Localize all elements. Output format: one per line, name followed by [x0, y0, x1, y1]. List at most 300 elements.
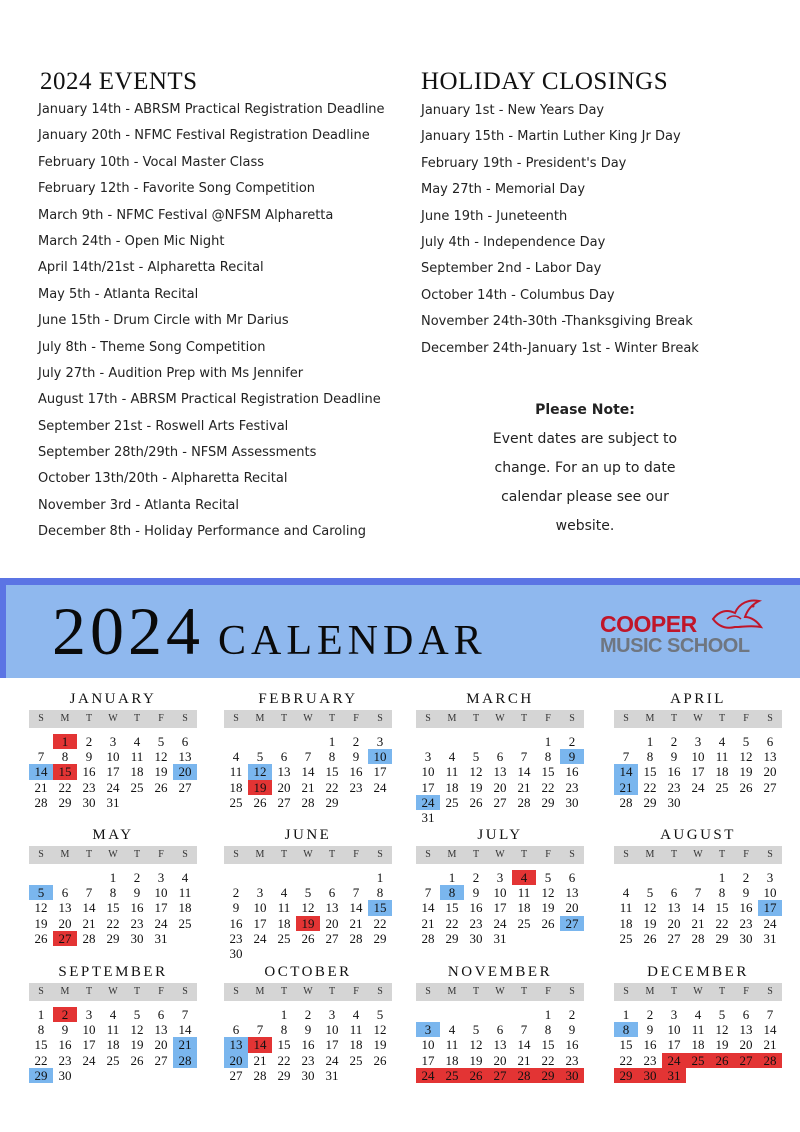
calendar-day: 25 — [619, 930, 633, 946]
calendar-day: 5 — [29, 885, 53, 900]
calendar-day: 26 — [710, 1053, 734, 1068]
event-item: January 20th - NFMC Festival Registration Deadline — [38, 128, 370, 144]
calendar-day: 21 — [301, 779, 315, 795]
calendar-day: 22 — [619, 1052, 633, 1068]
calendar-day: 16 — [301, 1037, 315, 1053]
empty-day — [296, 870, 320, 885]
calendar-day: 4 — [694, 1007, 702, 1022]
calendar-day: 29 — [445, 930, 459, 946]
calendar-day: 20 — [224, 1053, 248, 1068]
weekday-label: T — [328, 849, 336, 860]
weekday-label: S — [623, 849, 629, 860]
calendar-day: 14 — [29, 764, 53, 779]
calendar-day: 18 — [277, 915, 291, 931]
calendar-day: 12 — [541, 885, 555, 901]
weekday-label: W — [495, 713, 505, 724]
event-item: September 28th/29th - NFSM Assessments — [38, 445, 317, 461]
holiday-item: June 19th - Juneteenth — [421, 208, 568, 224]
calendar-day: 4 — [280, 885, 288, 901]
calendar-day: 13 — [493, 764, 507, 780]
calendar-day: 27 — [325, 930, 339, 946]
calendar-day: 18 — [445, 779, 459, 795]
calendar-day: 16 — [469, 900, 483, 916]
calendar-day: 8 — [646, 749, 654, 765]
calendar-day: 24 — [416, 795, 440, 810]
weekday-label: T — [280, 986, 288, 997]
calendar-day: 14 — [82, 900, 96, 916]
weekday-label: S — [569, 986, 575, 997]
calendar-day: 19 — [130, 1037, 144, 1053]
calendar-day: 17 — [421, 1052, 435, 1068]
calendar-day: 31 — [106, 794, 120, 810]
weekday-label: S — [233, 849, 239, 860]
event-item: September 21st - Roswell Arts Festival — [38, 418, 289, 434]
month-name: DECEMBER — [647, 964, 749, 980]
calendar-day: 14 — [517, 764, 531, 780]
calendar-day: 26 — [541, 915, 555, 931]
calendar-day: 7 — [304, 749, 312, 765]
calendar-day: 18 — [106, 1037, 120, 1053]
calendar-day: 26 — [464, 1068, 488, 1083]
calendar-day: 1 — [328, 734, 336, 749]
calendar-day: 17 — [82, 1037, 96, 1053]
calendar-day: 19 — [469, 779, 483, 795]
calendar-day: 12 — [34, 900, 48, 916]
weekday-label: W — [495, 849, 505, 860]
empty-day — [77, 870, 101, 885]
calendar-day: 31 — [325, 1067, 339, 1083]
month-name: OCTOBER — [264, 964, 352, 980]
calendar-day: 12 — [739, 749, 753, 765]
weekday-label: S — [377, 713, 383, 724]
calendar-day: 3 — [157, 870, 165, 885]
weekday-label: T — [133, 986, 141, 997]
calendar-day: 13 — [325, 900, 339, 916]
calendar-day: 24 — [493, 915, 507, 931]
calendar-day: 28 — [34, 794, 48, 810]
month-name: APRIL — [670, 691, 726, 707]
event-item: May 5th - Atlanta Recital — [38, 286, 199, 302]
calendar-day: 10 — [82, 1022, 96, 1038]
weekday-header — [416, 710, 584, 728]
calendar-day: 18 — [178, 900, 192, 916]
calendar-day: 1 — [376, 870, 384, 885]
event-item: July 8th - Theme Song Competition — [38, 339, 266, 355]
weekday-label: T — [328, 986, 336, 997]
calendar-day: 26 — [34, 930, 48, 946]
empty-day — [512, 1007, 536, 1022]
calendar-day: 22 — [106, 915, 120, 931]
calendar-day: 3 — [424, 749, 432, 765]
calendar-day: 4 — [133, 734, 141, 749]
calendar-day: 27 — [560, 916, 584, 931]
weekday-label: T — [472, 713, 480, 724]
weekday-label: F — [353, 713, 359, 724]
calendar-day: 28 — [512, 1068, 536, 1083]
days-grid — [416, 870, 584, 946]
calendar-day: 25 — [277, 930, 291, 946]
empty-day — [512, 734, 536, 749]
calendar-day: 11 — [619, 900, 633, 916]
calendar-day: 23 — [130, 915, 144, 931]
calendar-day: 23 — [667, 779, 681, 795]
calendar-day: 29 — [715, 930, 729, 946]
calendar-day: 10 — [421, 764, 435, 780]
calendar-day: 27 — [493, 794, 507, 810]
event-item: February 10th - Vocal Master Class — [38, 154, 264, 170]
calendar-day: 3 — [416, 1022, 440, 1037]
calendar-day: 15 — [368, 900, 392, 915]
calendar-day: 15 — [445, 900, 459, 916]
calendar-day: 4 — [232, 749, 240, 765]
calendar-day: 10 — [253, 900, 267, 916]
calendar-day: 5 — [304, 885, 312, 901]
calendar-day: 21 — [34, 779, 48, 795]
empty-day — [416, 870, 440, 885]
calendar-day: 4 — [718, 734, 726, 749]
calendar-day: 21 — [82, 915, 96, 931]
calendar-day: 19 — [296, 916, 320, 931]
calendar-day: 14 — [301, 764, 315, 780]
calendar-day: 19 — [154, 764, 168, 780]
weekday-label: F — [158, 849, 164, 860]
calendar-day: 19 — [643, 915, 657, 931]
calendar-day: 10 — [493, 885, 507, 901]
calendar-day: 20 — [277, 779, 291, 795]
calendar-day: 27 — [667, 930, 681, 946]
calendar-day: 8 — [109, 885, 117, 901]
calendar-day: 8 — [37, 1022, 45, 1038]
calendar-day: 4 — [448, 749, 456, 765]
calendar-day: 1 — [37, 1007, 45, 1022]
calendar-day: 25 — [686, 1053, 710, 1068]
please-note — [470, 396, 700, 541]
calendar-day: 6 — [157, 1007, 165, 1022]
calendar-day: 18 — [130, 764, 144, 780]
calendar-day: 30 — [58, 1067, 72, 1083]
calendar-day: 15 — [541, 1037, 555, 1053]
calendar-day: 30 — [130, 930, 144, 946]
empty-day — [686, 870, 710, 885]
calendar-day: 20 — [325, 915, 339, 931]
calendar-day: 12 — [469, 1037, 483, 1053]
calendar-day: 4 — [109, 1007, 117, 1022]
calendar-day: 24 — [373, 779, 387, 795]
empty-day — [416, 1007, 440, 1022]
calendar-day: 19 — [248, 780, 272, 795]
calendar-day: 4 — [448, 1022, 456, 1038]
calendar-day: 11 — [178, 885, 192, 901]
weekday-label: S — [38, 849, 44, 860]
calendar-day: 7 — [622, 749, 630, 765]
calendar-day: 2 — [232, 885, 240, 901]
empty-day — [29, 734, 53, 749]
calendar-day: 29 — [643, 794, 657, 810]
calendar-day: 30 — [82, 794, 96, 810]
weekday-label: S — [425, 713, 431, 724]
calendar-day: 9 — [670, 749, 678, 765]
calendar-day: 10 — [368, 749, 392, 764]
days-grid — [29, 1007, 197, 1083]
weekday-label: M — [645, 849, 655, 860]
calendar-day: 12 — [301, 900, 315, 916]
days-grid — [224, 870, 392, 961]
calendar-day: 30 — [739, 930, 753, 946]
calendar-day: 3 — [496, 870, 504, 885]
calendar-day: 12 — [130, 1022, 144, 1038]
calendar-day: 15 — [715, 900, 729, 916]
calendar-day: 14 — [349, 900, 363, 916]
month-september — [29, 963, 197, 1083]
event-item: January 14th - ABRSM Practical Registration Deadline — [38, 102, 385, 117]
calendar-day: 27 — [488, 1068, 512, 1083]
calendar-day: 1 — [544, 1007, 552, 1022]
calendar-day: 4 — [181, 870, 189, 885]
calendar-day: 23 — [82, 779, 96, 795]
event-item: August 17th - ABRSM Practical Registration Deadline — [38, 392, 381, 408]
calendar-day: 17 — [154, 900, 168, 916]
calendar-day: 6 — [742, 1007, 750, 1022]
calendar-day: 9 — [742, 885, 750, 901]
calendar-day: 9 — [352, 749, 360, 765]
calendar-day: 5 — [742, 734, 750, 749]
calendar-day: 27 — [154, 1052, 168, 1068]
events-list — [38, 97, 385, 546]
month-name: NOVEMBER — [447, 964, 553, 980]
event-item: February 12th - Favorite Song Competition — [38, 181, 316, 197]
weekday-label: W — [303, 849, 313, 860]
calendar-day: 15 — [619, 1037, 633, 1053]
month-march — [416, 690, 584, 825]
empty-day — [224, 1007, 248, 1022]
month-name: JULY — [477, 827, 523, 843]
calendar-day: 20 — [493, 779, 507, 795]
calendar-day: 20 — [58, 915, 72, 931]
weekday-label: T — [328, 713, 336, 724]
calendar-day: 9 — [85, 749, 93, 765]
month-december — [614, 963, 782, 1083]
month-may — [29, 826, 197, 946]
calendar-day: 31 — [662, 1068, 686, 1083]
calendar-day: 17 — [421, 779, 435, 795]
event-item: March 9th - NFMC Festival @NFSM Alpharetta — [38, 207, 334, 223]
empty-day — [488, 1007, 512, 1022]
month-name: MAY — [92, 827, 134, 843]
calendar-day: 30 — [301, 1067, 315, 1083]
calendar-day: 8 — [544, 1022, 552, 1038]
calendar-day: 11 — [445, 1037, 459, 1053]
calendar-day: 1 — [448, 870, 456, 885]
empty-day — [29, 870, 53, 885]
calendar-day: 14 — [248, 1037, 272, 1052]
calendar-day: 14 — [421, 900, 435, 916]
empty-day — [272, 734, 296, 749]
calendar-day: 24 — [106, 779, 120, 795]
weekday-label: T — [520, 986, 528, 997]
calendar-day: 17 — [493, 900, 507, 916]
calendar-day: 20 — [739, 1037, 753, 1053]
event-item: March 24th - Open Mic Night — [38, 233, 225, 249]
calendar-day: 17 — [758, 900, 782, 915]
calendar-day: 24 — [416, 1068, 440, 1083]
month-august — [614, 826, 782, 946]
weekday-label: T — [670, 713, 678, 724]
calendar-day: 24 — [154, 915, 168, 931]
holiday-item: December 24th-January 1st - Winter Break — [421, 340, 699, 356]
empty-day — [440, 734, 464, 749]
calendar-day: 3 — [256, 885, 264, 901]
calendar-day: 24 — [253, 930, 267, 946]
calendar-day: 6 — [61, 885, 69, 901]
calendar-day: 14 — [178, 1022, 192, 1038]
calendar-day: 13 — [154, 1022, 168, 1038]
calendar-day: 26 — [154, 779, 168, 795]
calendar-day: 9 — [568, 1022, 576, 1038]
weekday-label: W — [303, 986, 313, 997]
calendar-day: 8 — [440, 885, 464, 900]
calendar-day: 11 — [229, 764, 243, 780]
calendar-day: 19 — [739, 764, 753, 780]
calendar-day: 2 — [568, 1007, 576, 1022]
weekday-header — [614, 983, 782, 1001]
calendar-day: 11 — [691, 1022, 705, 1038]
calendar-day: 19 — [373, 1037, 387, 1053]
weekday-label: T — [718, 986, 726, 997]
empty-day — [248, 1007, 272, 1022]
calendar-day: 6 — [232, 1022, 240, 1038]
bird-icon — [705, 597, 765, 637]
calendar-day: 29 — [541, 794, 555, 810]
weekday-label: M — [447, 849, 457, 860]
calendar-day: 15 — [325, 764, 339, 780]
month-july — [416, 826, 584, 946]
empty-day — [440, 1007, 464, 1022]
weekday-header — [29, 710, 197, 728]
days-grid — [29, 734, 197, 810]
calendar-day: 10 — [154, 885, 168, 901]
month-name: FEBRUARY — [258, 691, 358, 707]
empty-day — [344, 870, 368, 885]
calendar-day: 20 — [173, 764, 197, 779]
calendar-day: 16 — [130, 900, 144, 916]
event-item: November 3rd - Atlanta Recital — [38, 497, 240, 513]
calendar-day: 1 — [622, 1007, 630, 1022]
calendar-day: 23 — [58, 1052, 72, 1068]
month-october — [224, 963, 392, 1083]
calendar-day: 1 — [646, 734, 654, 749]
days-grid — [224, 1007, 392, 1083]
calendar-day: 3 — [766, 870, 774, 885]
calendar-day: 22 — [277, 1052, 291, 1068]
calendar-day: 16 — [667, 764, 681, 780]
event-item: December 8th - Holiday Performance and Caroling — [38, 524, 366, 540]
calendar-year: 2024 — [52, 593, 204, 669]
calendar-day: 14 — [691, 900, 705, 916]
calendar-day: 16 — [349, 764, 363, 780]
holiday-item: July 4th - Independence Day — [421, 234, 606, 250]
weekday-header — [224, 983, 392, 1001]
calendar-day: 23 — [565, 779, 579, 795]
calendar-day: 7 — [520, 1022, 528, 1038]
note-line: calendar please see our — [501, 489, 669, 505]
weekday-label: S — [377, 986, 383, 997]
calendar-day: 24 — [763, 915, 777, 931]
calendar-day: 4 — [352, 1007, 360, 1022]
calendar-day: 30 — [469, 930, 483, 946]
weekday-header — [29, 983, 197, 1001]
calendar-day: 4 — [512, 870, 536, 885]
calendar-day: 15 — [643, 764, 657, 780]
empty-day — [662, 870, 686, 885]
calendar-day: 12 — [643, 900, 657, 916]
calendar-day: 28 — [619, 794, 633, 810]
calendar-day: 13 — [493, 1037, 507, 1053]
month-name: MARCH — [466, 691, 534, 707]
calendar-day: 1 — [280, 1007, 288, 1022]
weekday-label: S — [425, 849, 431, 860]
weekday-label: T — [718, 713, 726, 724]
calendar-day: 8 — [280, 1022, 288, 1038]
calendar-day: 11 — [349, 1022, 363, 1038]
calendar-day: 30 — [638, 1068, 662, 1083]
calendar-day: 28 — [82, 930, 96, 946]
calendar-day: 9 — [472, 885, 480, 901]
event-item: June 15th - Drum Circle with Mr Darius — [38, 313, 289, 329]
calendar-day: 28 — [691, 930, 705, 946]
calendar-day: 25 — [349, 1052, 363, 1068]
weekday-label: T — [85, 986, 93, 997]
calendar-day: 9 — [133, 885, 141, 901]
empty-day — [248, 870, 272, 885]
weekday-label: T — [133, 849, 141, 860]
calendar-day: 27 — [763, 779, 777, 795]
calendar-day: 10 — [325, 1022, 339, 1038]
calendar-day: 4 — [622, 885, 630, 901]
calendar-day: 16 — [229, 915, 243, 931]
calendar-day: 29 — [106, 930, 120, 946]
calendar-day: 12 — [469, 764, 483, 780]
calendar-day: 21 — [253, 1052, 267, 1068]
weekday-label: T — [472, 849, 480, 860]
calendar-day: 22 — [715, 915, 729, 931]
holiday-item: November 24th-30th -Thanksgiving Break — [421, 314, 693, 330]
calendar-day: 29 — [614, 1068, 638, 1083]
calendar-day: 15 — [53, 764, 77, 779]
weekday-label: F — [545, 713, 551, 724]
calendar-day: 25 — [715, 779, 729, 795]
calendar-day: 2 — [670, 734, 678, 749]
calendar-day: 2 — [568, 734, 576, 749]
weekday-label: M — [60, 713, 70, 724]
calendar-day: 12 — [373, 1022, 387, 1038]
calendar-day: 31 — [493, 930, 507, 946]
weekday-label: M — [447, 713, 457, 724]
calendar-day: 25 — [106, 1052, 120, 1068]
empty-day — [464, 734, 488, 749]
holiday-item: October 14th - Columbus Day — [421, 287, 615, 303]
calendar-day: 12 — [715, 1022, 729, 1038]
weekday-label: F — [158, 713, 164, 724]
weekday-label: W — [108, 849, 118, 860]
days-grid — [614, 734, 782, 810]
calendar-day: 15 — [277, 1037, 291, 1053]
weekday-label: T — [85, 713, 93, 724]
calendar-day: 12 — [248, 764, 272, 779]
calendar-day: 19 — [34, 915, 48, 931]
calendar-day: 26 — [469, 794, 483, 810]
weekday-label: S — [182, 986, 188, 997]
weekday-label: T — [670, 986, 678, 997]
